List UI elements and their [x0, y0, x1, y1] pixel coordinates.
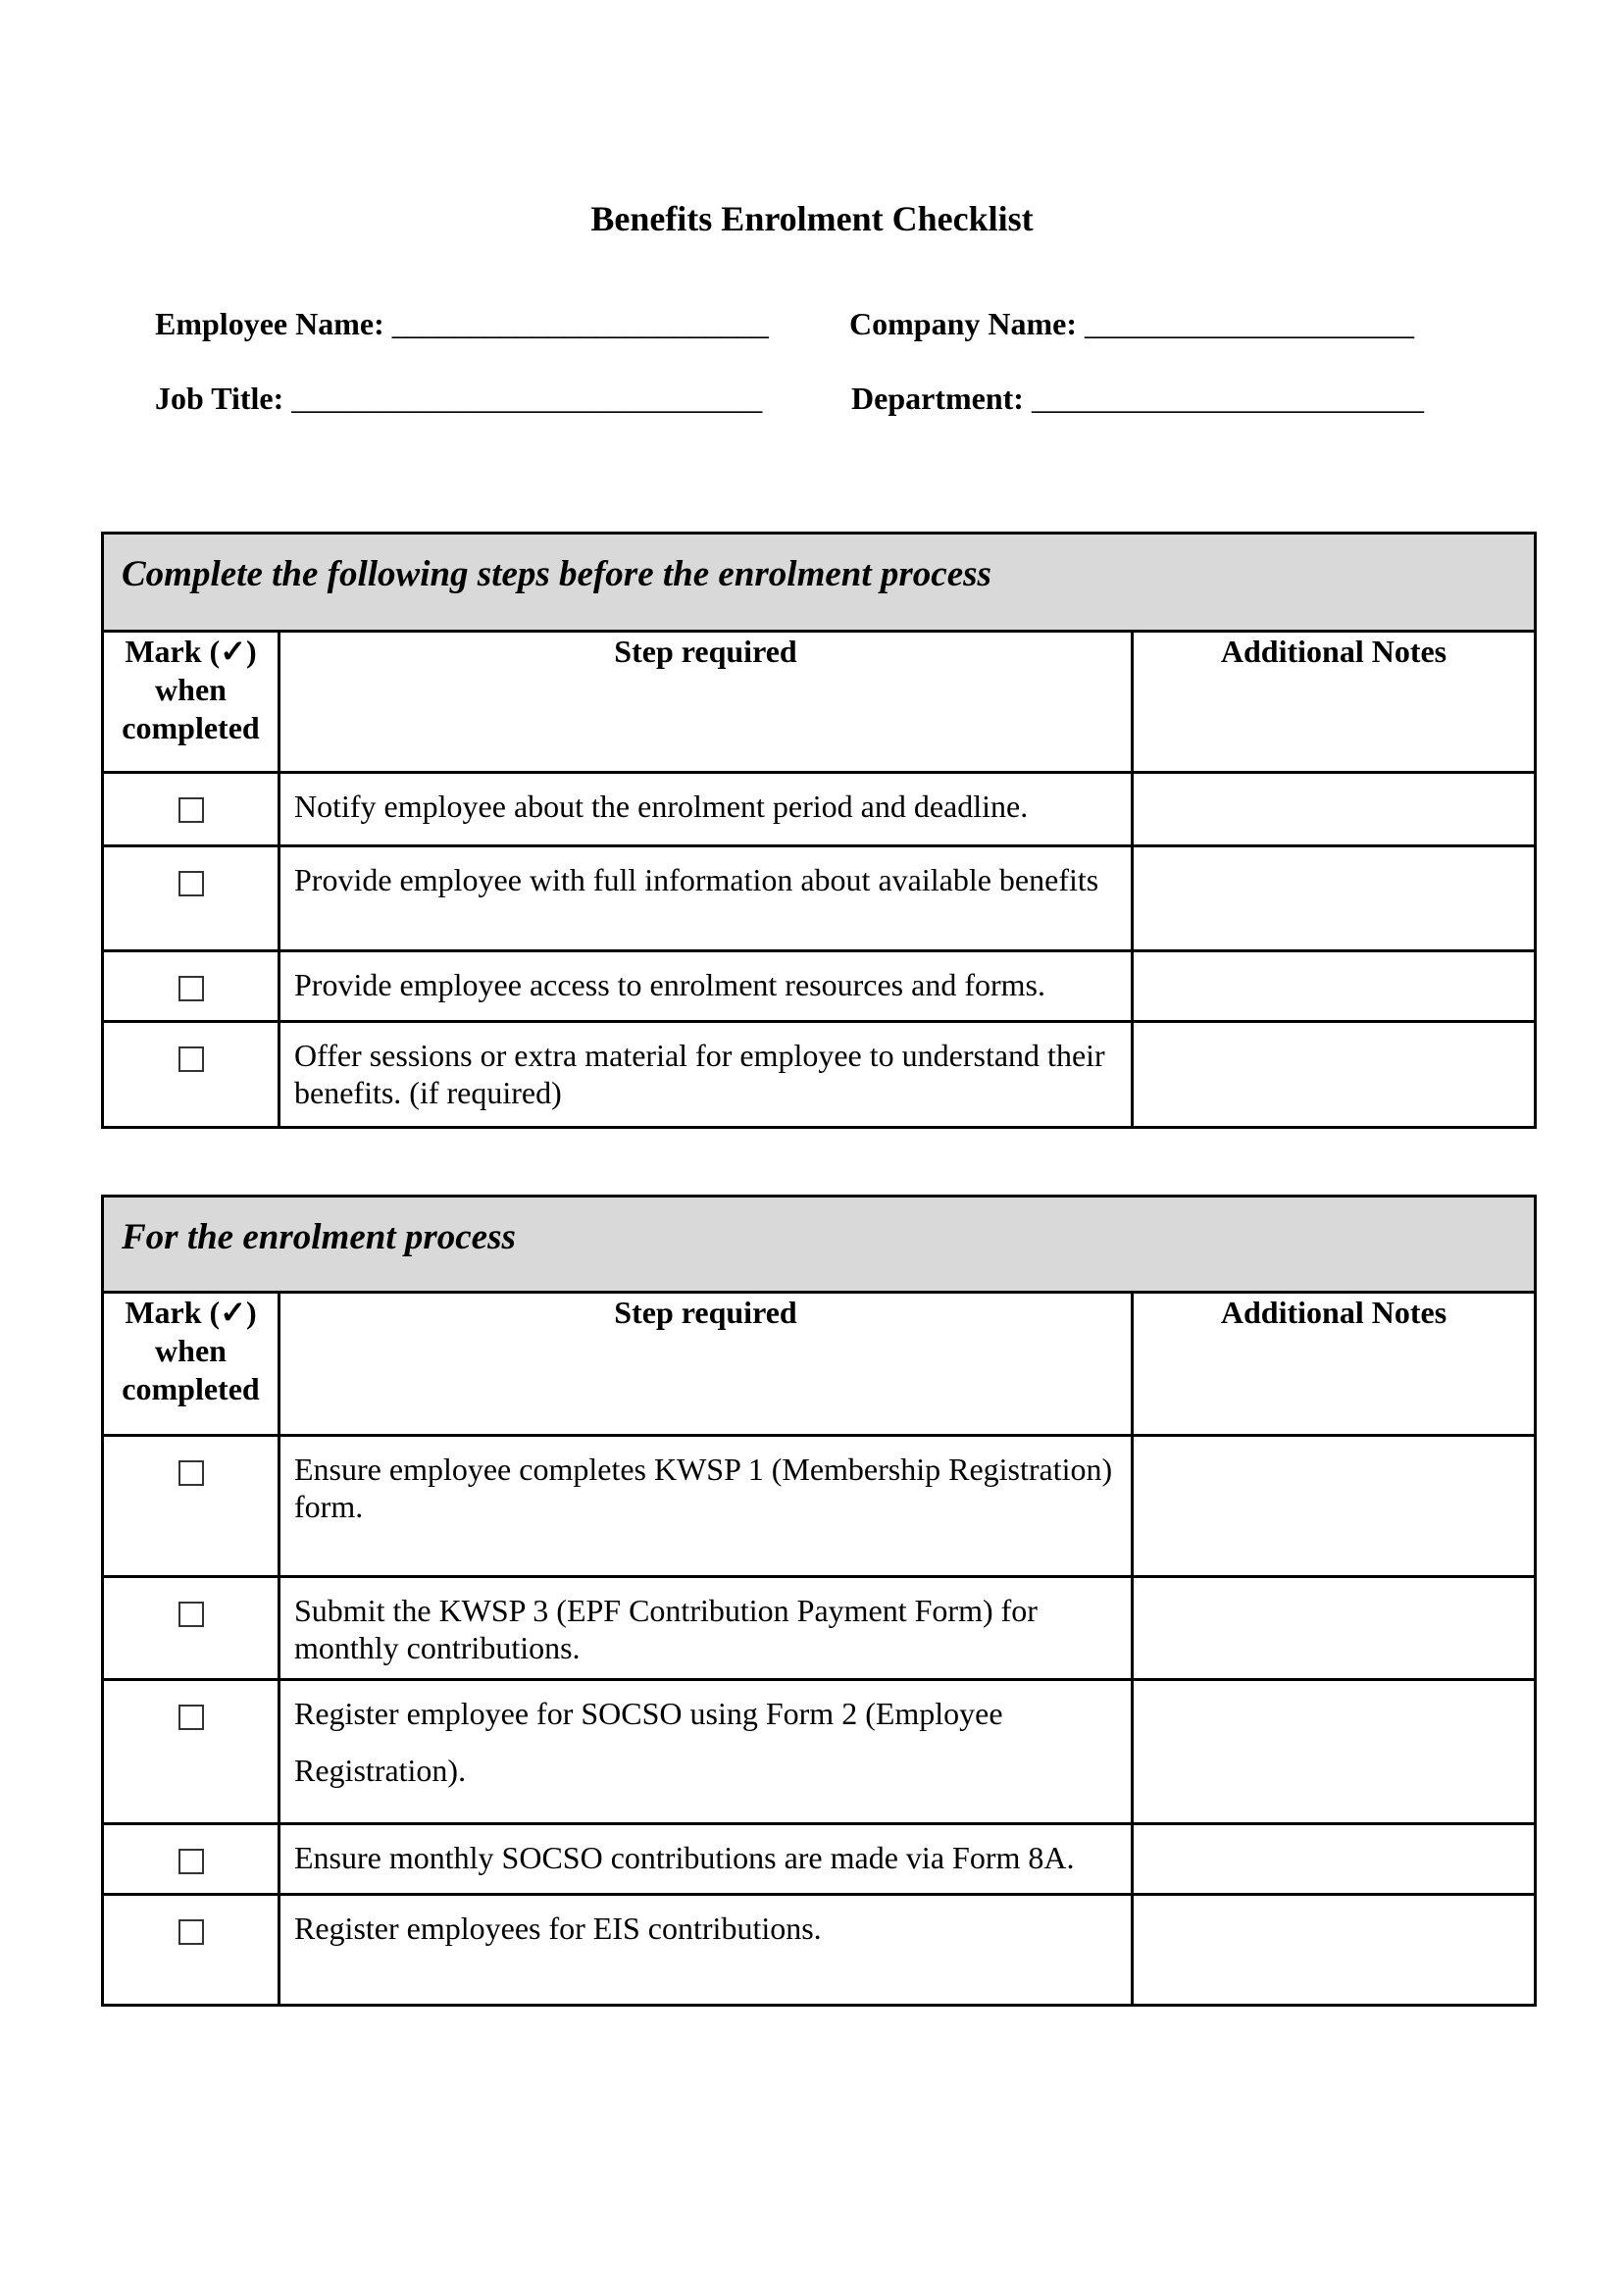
- step-text: Notify employee about the enrolment period and deadline.: [279, 773, 1133, 846]
- table-row: [103, 1895, 1536, 2006]
- notes-cell[interactable]: [1133, 1577, 1536, 1680]
- notes-cell[interactable]: [1133, 951, 1536, 1022]
- step-text: Register employee for SOCSO using Form 2 (Employee Registration).: [279, 1680, 1133, 1824]
- company-name-blank[interactable]: _____________________: [1084, 306, 1414, 341]
- checkbox[interactable]: [178, 1919, 204, 1945]
- notes-cell[interactable]: [1133, 846, 1536, 951]
- checkbox[interactable]: [178, 1849, 204, 1874]
- table-row: [103, 846, 1536, 951]
- mark-cell[interactable]: [103, 1022, 279, 1128]
- company-name-field[interactable]: [849, 302, 1414, 345]
- mark-cell[interactable]: [103, 1824, 279, 1895]
- notes-cell[interactable]: [1133, 1436, 1536, 1577]
- column-header-step: Step required: [279, 632, 1133, 773]
- section-title: Complete the following steps before the enrolment process: [103, 534, 1536, 632]
- mark-cell[interactable]: [103, 1436, 279, 1577]
- table-row: [103, 1022, 1536, 1128]
- table-row: [103, 951, 1536, 1022]
- column-header-notes: Additional Notes: [1133, 632, 1536, 773]
- step-text: Provide employee with full information about available benefits: [279, 846, 1133, 951]
- mark-cell[interactable]: [103, 773, 279, 846]
- mark-cell[interactable]: [103, 846, 279, 951]
- mark-cell[interactable]: [103, 1680, 279, 1824]
- checkbox[interactable]: [178, 1705, 204, 1730]
- department-field[interactable]: [851, 377, 1424, 420]
- step-text: Ensure employee completes KWSP 1 (Membership Registration) form.: [279, 1436, 1133, 1577]
- notes-cell[interactable]: [1133, 773, 1536, 846]
- job-title-label: Job Title:: [155, 381, 284, 416]
- column-header-mark: Mark (✓) when completed: [103, 1293, 279, 1436]
- step-text: Submit the KWSP 3 (EPF Contribution Payment Form) for monthly contributions.: [279, 1577, 1133, 1680]
- table-row: [103, 1436, 1536, 1577]
- employee-name-blank[interactable]: ________________________: [391, 306, 769, 341]
- table-row: [103, 1577, 1536, 1680]
- checkbox[interactable]: [178, 1046, 204, 1072]
- column-header-mark: Mark (✓) when completed: [103, 632, 279, 773]
- column-header-step: Step required: [279, 1293, 1133, 1436]
- step-text: Ensure monthly SOCSO contributions are made via Form 8A.: [279, 1824, 1133, 1895]
- mark-cell[interactable]: [103, 1895, 279, 2006]
- checkbox[interactable]: [178, 797, 204, 823]
- checkbox[interactable]: [178, 871, 204, 896]
- mark-cell[interactable]: [103, 951, 279, 1022]
- section-title: For the enrolment process: [103, 1197, 1536, 1293]
- checkbox[interactable]: [178, 1460, 204, 1486]
- employee-name-field[interactable]: [155, 302, 769, 345]
- pre-enrolment-checklist-table: [101, 532, 1537, 1129]
- company-name-label: Company Name:: [849, 306, 1077, 341]
- department-blank[interactable]: _________________________: [1031, 381, 1424, 416]
- notes-cell[interactable]: [1133, 1022, 1536, 1128]
- step-text: Register employees for EIS contributions.: [279, 1895, 1133, 2006]
- job-title-blank[interactable]: ______________________________: [291, 381, 763, 416]
- job-title-field[interactable]: [155, 377, 762, 420]
- notes-cell[interactable]: [1133, 1824, 1536, 1895]
- step-text: Offer sessions or extra material for employee to understand their benefits. (if required): [279, 1022, 1133, 1128]
- step-text: Provide employee access to enrolment resources and forms.: [279, 951, 1133, 1022]
- department-label: Department:: [851, 381, 1024, 416]
- table-row: [103, 1680, 1536, 1824]
- mark-cell[interactable]: [103, 1577, 279, 1680]
- checkbox[interactable]: [178, 976, 204, 1001]
- column-header-notes: Additional Notes: [1133, 1293, 1536, 1436]
- table-row: [103, 773, 1536, 846]
- notes-cell[interactable]: [1133, 1680, 1536, 1824]
- notes-cell[interactable]: [1133, 1895, 1536, 2006]
- page-title: Benefits Enrolment Checklist: [590, 199, 1034, 238]
- table-row: [103, 1824, 1536, 1895]
- checkbox[interactable]: [178, 1602, 204, 1627]
- enrolment-process-checklist-table: [101, 1195, 1537, 2007]
- employee-name-label: Employee Name:: [155, 306, 384, 341]
